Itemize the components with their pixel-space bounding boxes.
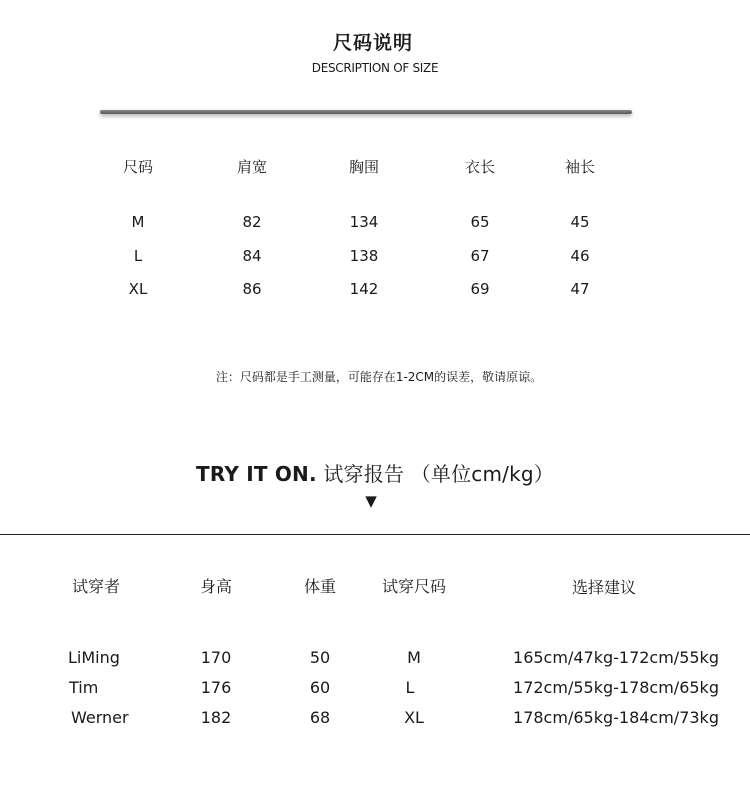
try-on-title <box>196 458 554 487</box>
trial-cell: 182 <box>200 708 232 727</box>
try-on-title-bold: TRY IT ON. <box>196 462 317 486</box>
size-header-length: 衣长 <box>464 158 496 176</box>
size-cell: 45 <box>570 213 590 231</box>
size-cell: 46 <box>570 247 590 265</box>
size-header-shoulder: 肩宽 <box>236 158 268 176</box>
trial-header-advice: 选择建议 <box>571 578 637 597</box>
try-on-title-rest: 试穿报告 （单位cm/kg） <box>316 462 554 486</box>
size-cell: L <box>133 247 143 265</box>
trial-cell: 176 <box>200 678 232 697</box>
trial-header-height: 身高 <box>199 577 233 596</box>
trial-cell: Tim <box>69 678 99 697</box>
trial-header-weight: 体重 <box>303 577 337 596</box>
trial-header-tester: 试穿者 <box>71 577 121 596</box>
page-subtitle: DESCRIPTION OF SIZE <box>311 61 439 75</box>
measurement-note: 注：尺码都是手工测量，可能存在1-2CM的误差，敬请原谅。 <box>215 370 543 384</box>
size-cell: M <box>131 213 145 231</box>
page-title: 尺码说明 <box>332 32 414 54</box>
trial-cell: 178cm/65kg-184cm/73kg <box>513 708 719 727</box>
trial-cell: 172cm/55kg-178cm/65kg <box>513 678 719 697</box>
size-cell: 47 <box>570 280 590 298</box>
down-triangle-icon: ▼ <box>365 492 377 510</box>
trial-cell: 165cm/47kg-172cm/55kg <box>513 648 719 667</box>
size-cell: 138 <box>349 247 379 265</box>
size-cell: 86 <box>242 280 262 298</box>
size-cell: 142 <box>349 280 379 298</box>
trial-cell: 60 <box>309 678 331 697</box>
size-cell: 69 <box>470 280 490 298</box>
size-header-size: 尺码 <box>122 158 154 176</box>
trial-cell: Werner <box>71 708 129 727</box>
size-cell: 82 <box>242 213 262 231</box>
trial-cell: L <box>405 678 415 697</box>
size-cell: 84 <box>242 247 262 265</box>
trial-header-size: 试穿尺码 <box>381 577 447 596</box>
trial-cell: 68 <box>309 708 331 727</box>
trial-cell: M <box>407 648 421 667</box>
size-cell: XL <box>128 280 148 298</box>
size-cell: 134 <box>349 213 379 231</box>
decorative-divider <box>100 110 632 114</box>
trial-cell: XL <box>404 708 424 727</box>
size-header-chest: 胸围 <box>348 158 380 176</box>
trial-cell: 50 <box>309 648 331 667</box>
section-divider <box>0 534 750 535</box>
trial-cell: LiMing <box>68 648 120 667</box>
size-cell: 67 <box>470 247 490 265</box>
size-header-sleeve: 袖长 <box>564 158 596 176</box>
trial-cell: 170 <box>200 648 232 667</box>
size-cell: 65 <box>470 213 490 231</box>
